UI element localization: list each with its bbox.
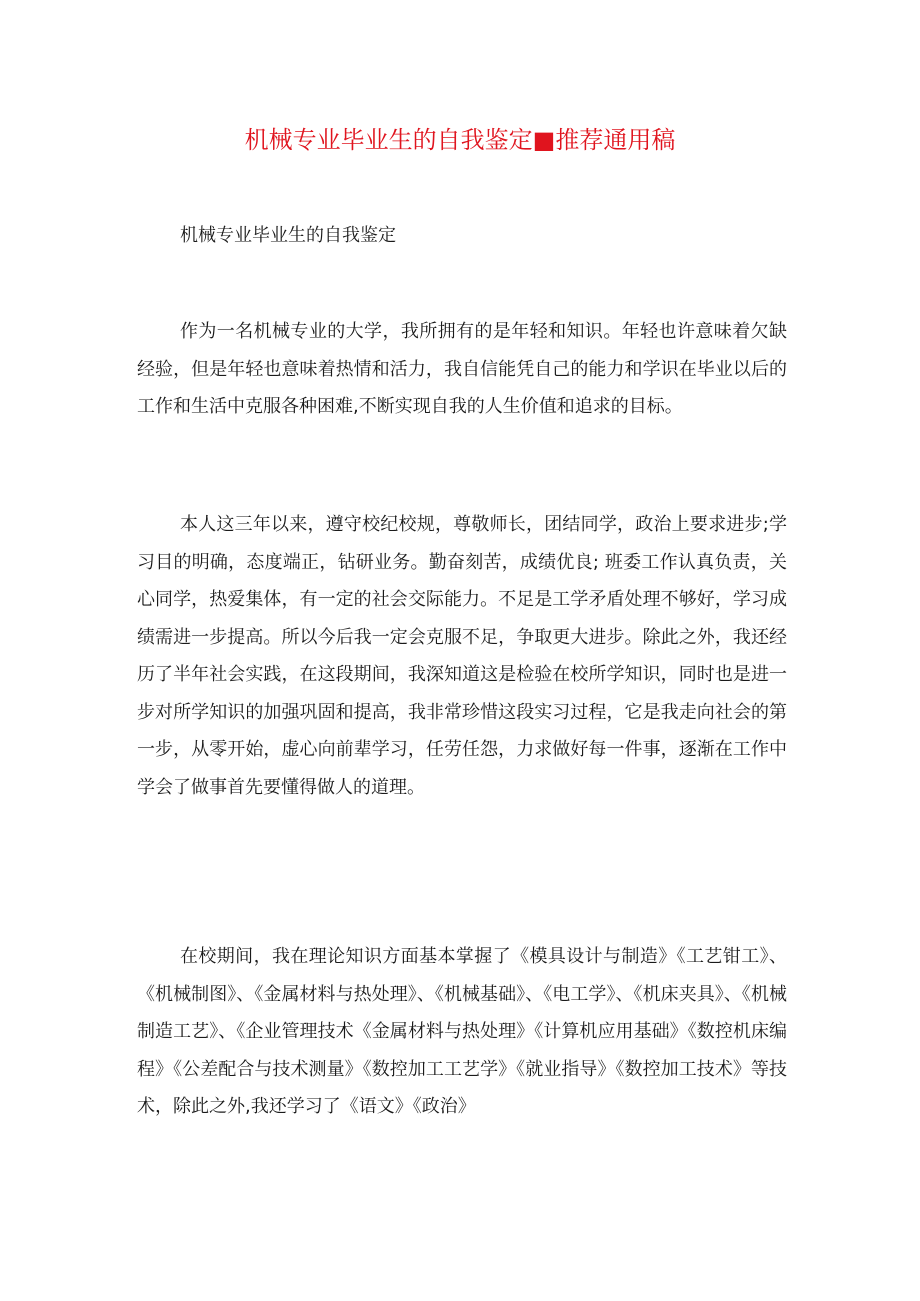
paragraph-courses: 在校期间，我在理论知识方面基本掌握了《模具设计与制造》《工艺钳工》、《机械制图》、《金属材料与热处理》、《机械基础》、《电工学》、《机床夹具》、《机械制造工艺》、《企业管理技术《金属材料与热处理》《计算机应用基础》《数控机床编程》《公差配合与技术测量》《数控加工工艺学》《就业指导》《数控加工技术》等技术，除此之外,我还学习了《语文》《政治》 [137, 946, 787, 1117]
paragraph-experience: 本人这三年以来，遵守校纪校规，尊敬师长，团结同学，政治上要求进步;学习目的明确，态度端正，钻研业务。勤奋刻苦，成绩优良; 班委工作认真负责，关心同学，热爱集体，有一定的社会交际能力。不足是工学矛盾处理不够好，学习成绩需进一步提高。所以今后我一定会克服不足，争取更大进步。除此之外，我还经历了半年社会实践，在这段期间，我深知道这是检验在校所学知识，同时也是进一步对所学知识的加强巩固和提高，我非常珍惜这段实习过程，它是我走向社会的第一步，从零开始，虚心向前辈学习，任劳任怨，力求做好每一件事，逐渐在工作中学会了做事首先要懂得做人的道理。 [137, 514, 787, 798]
document-subtitle: 机械专业毕业生的自我鉴定 [180, 225, 396, 246]
document-title: 机械专业毕业生的自我鉴定■推荐通用稿 [244, 126, 676, 154]
paragraph-intro: 作为一名机械专业的大学，我所拥有的是年轻和知识。年轻也许意味着欠缺经验，但是年轻也意味着热情和活力，我自信能凭自己的能力和学识在毕业以后的工作和生活中克服各种困难,不断实现自我的人生价值和追求的目标。 [137, 321, 787, 417]
